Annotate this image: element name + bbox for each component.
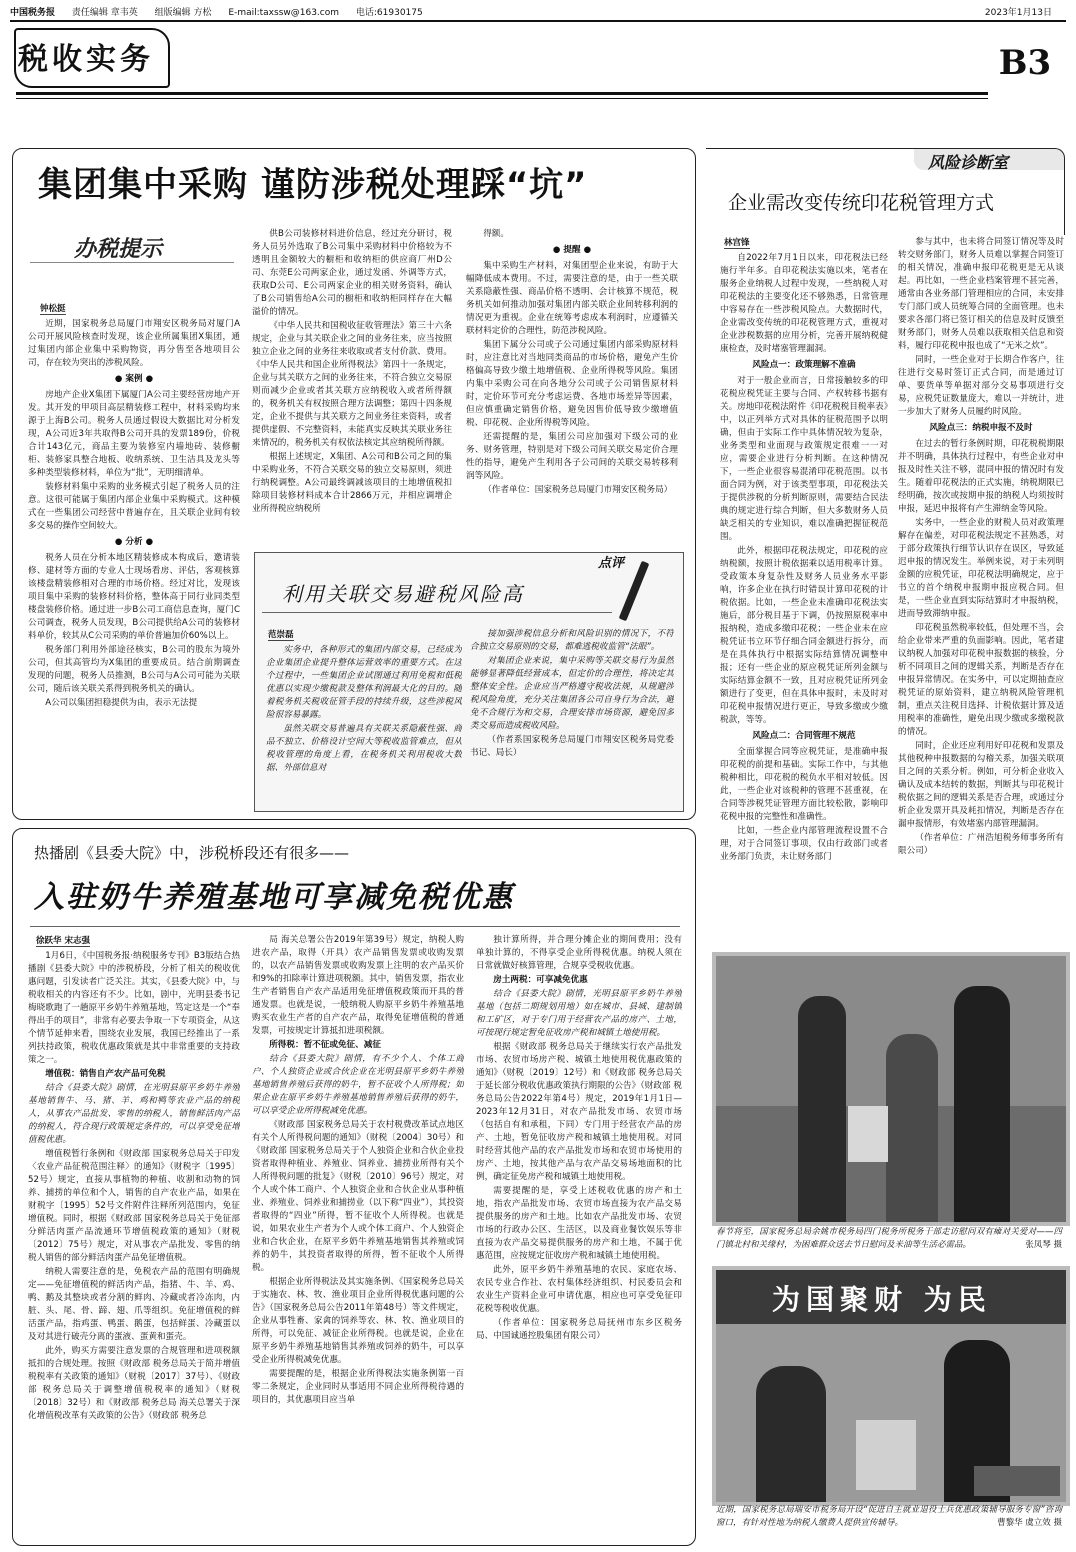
subhead-risk3: 风险点三：纳税申报不及时 xyxy=(929,423,1033,433)
article1-col1 xyxy=(28,318,240,810)
subhead-reminder: ● 提醒 ● xyxy=(552,245,592,255)
paragraph: 得额。 xyxy=(483,229,509,239)
paragraph: 集团下属分公司或子公司通过集团内部采购原材料时，应注意比对当地同类商品的市场价格，避免产生价格偏高导致少缴土地增值税、企业所得税等风险。集团内集中采购公司在向各地分公司或子公司销售原材料时，定价环节可充分考虑运费、各地市场差异等因素，但应慎重确定销售价格，避免因售价低导致少缴增值税、印花税、企业所得税等风险。 xyxy=(466,340,678,428)
article1-headline: 集团集中采购 谨防涉税处理踩“坑” xyxy=(38,165,588,205)
article2-col3 xyxy=(476,934,682,1538)
risk-col1 xyxy=(720,252,888,928)
paragraph: 《中华人民共和国税收征收管理法》第三十六条规定，企业与其关联企业之间的业务往来，应当按照独立企业之间的业务往来收取或者支付价款、费用。《中华人民共和国企业所得税法》第四十一条规定，企业与其关联方之间的业务往来，不符合独立交易原则而减少企业或者其关联方应纳税收入或者所得额的，税务机关有权按照合理方法调整；第四十四条规定，企业不提供与其关联方之间业务往来资料，或者提供虚假、不完整资料，未能真实反映其关联业务往来情况的，税务机关有权依法核定其应纳税所得额。 xyxy=(252,321,452,448)
article1-col2 xyxy=(252,228,452,538)
issue-date: 2023年1月13日 xyxy=(984,8,1052,18)
photo-window-sign xyxy=(974,1466,1060,1496)
photo-officer-left xyxy=(798,996,846,1222)
paragraph: 此外，根据印花税法规定，印花税的应纳税额，按照计税依据乘以适用税率计算。受政策本身复杂性及财务人员业务水平影响，许多企业在执行时错误计算印花税的计税依据。比如，一些企业未准确印花税法实施后，部分税目基于下调，仍按照原税率申报纳税，造成多缴印花税；一些企业未在应税凭证书立环节仔细合同金额进行拆分，而是在具体执行中根据实际结算情况调整申报；还有一些企业的原应税凭证所列金额与实际结算金额不一致，且对应税凭证所列金额进行了变更，但在具体申报时，未及时对印花税申报情况进行更正，导致多缴或少缴税款，等等。 xyxy=(720,546,888,725)
paragraph: 税务人员在分析本地区精装修成本构成后，邀请装修、建材等方面的专业人士现场看房、评估，客观核算该楼盘精装修相对合理的市场价格。经过对比，发现该项目集中采购的装修材料价格，整体高于同行业同类型楼盘装修价格。通过进一步B公司工商信息查询，厦门C公司调查，税务人员发现，B公司提供给A公司的装修材料单价，较其从C公司采购的单价普遍加价60%以上。 xyxy=(28,553,240,641)
author-unit: （作者单位：广州浩旭税务师事务所有限公司） xyxy=(898,833,1064,856)
article2-col1 xyxy=(28,950,240,1538)
photo2-caption-text: 近期，国家税务总局瑞安市税务局开设“促进自主就业退役士兵优惠政策辅导服务专窗”咨询窗口，有针对性地为纳税人缴费人提供宣传辅导。 xyxy=(716,1505,1062,1528)
comment-col2 xyxy=(470,628,674,804)
paragraph: 对集团企业来说，集中采购等关联交易行为虽然能够显著降低经营成本，但定价的合理性，将决定其整体安全性。企业应当严格遵守税收法规，从规避涉税风险角度，充分关注集团各公司自身行为合法，避免不合规行为和交易，合理安排市场资源，避免因多类交易而造成税收风险。 xyxy=(470,656,674,731)
subhead-vat: 增值税：销售自产农产品可免税 xyxy=(45,1069,166,1079)
article1-tag-rule xyxy=(30,262,234,263)
risk-author: 林宫锋 xyxy=(724,238,750,248)
paragraph: 纳税人需要注意的是，免税农产品的范围有明确规定——免征增值税的鲜活肉产品，指猪、牛、羊、鸡、鸭、鹅及其整块或者分割的鲜肉、冷藏或者冷冻肉，内脏、头、尾、骨、蹄、翅、爪等组织。免征增值税的鲜活蛋产品，指鸡蛋、鸭蛋、鹅蛋，包括鲜蛋、冷藏蛋以及对其进行破壳分离的蛋液、蛋黄和蛋壳。 xyxy=(28,1267,240,1342)
masthead-bar xyxy=(10,6,1066,22)
section-rule-thin xyxy=(16,98,988,99)
article2-kicker: 热播剧《县委大院》中，涉税桥段还有很多—— xyxy=(34,844,350,862)
email-address: E-mail:taxssw@163.com xyxy=(228,8,340,18)
author-unit: （作者单位：国家税务总局厦门市翔安区税务局） xyxy=(483,485,673,495)
drama-quote: 结合《县委大院》剧情，在光明县原平乡奶牛养殖基地销售牛、马、猪、羊、鸡和鸭等农业产品的纳税人，从事农产品批发、零售的纳税人，销售鲜活肉产品的纳税人，符合现行政策规定条件的，可以享受免征增值税优惠。 xyxy=(28,1083,240,1145)
section-rule xyxy=(16,92,988,95)
comment-headline: 利用关联交易避税风险高 xyxy=(282,582,524,606)
article2-author: 徐跃华 宋志强 xyxy=(36,936,90,946)
phone-number: 电话:61930175 xyxy=(355,8,423,18)
paragraph: 集中采购生产材料，对集团型企业来说，有助于大幅降低成本费用。不过，需要注意的是，由于一些关联关系隐蔽性强、商品价格不透明、会计核算不规范，税务机关如何推动加强对集团内部关联企业间转移利润的情况更为重视。企业在统筹考虑成本利润时，应遵循关联材料定价的合理性，防范涉税风险。 xyxy=(466,261,678,336)
photo1-caption-text: 春节将至，国家税务总局余姚市税务局四门税务所税务干部走访慰问双有瘫对关爱对——四门镇北村和关缘村，为困难群众送去节日慰问及米油等生活必需品。 xyxy=(716,1227,1062,1250)
comment-label: 点评 xyxy=(598,556,625,571)
paragraph: 独计算所得，并合理分摊企业的期间费用；没有单独计算的，不得享受企业所得税优惠。纳税人须在日常就做好核算管理，合规享受税收优惠。 xyxy=(476,935,682,971)
photo1-caption xyxy=(716,1226,1062,1252)
paragraph: 根据上述规定，X集团、A公司和B公司之间的集中采购业务，不符合关联交易的独立交易原则，须进行纳税调整。A公司最终调减该项目的土地增值税扣除项目装修材料成本合计2866万元，并相应调增企业所得税应纳税所 xyxy=(252,452,452,514)
author-unit: （作者系国家税务总局厦门市翔安区税务局党委书记、局长） xyxy=(470,735,674,758)
paragraph: 对于一般企业而言，日常接触较多的印花税应税凭证主要与合同、产权转移书据有关。房地印花税法附件《印花税税目税率表》中，以正列举方式对具体的征税范围予以明确，但由于实际工作中具体情况较为复杂，业务类型和业面现与政策规定很难一一对应，需要企业进行分析判断。在这种情况下，一些企业很容易混淆印花税范围。以书面合同为例，对于该类型事项，印花税法关于提供涉税的分析判断原则，需要结合民法典的规定进行综合判断，但大多数财务人员缺乏相关的专业知识，难以准确把握征税范围。 xyxy=(720,376,888,542)
paragraph: 实务中，一些企业的财税人员对政策理解存在偏差，对印花税法规定不甚熟悉，对于部分政策执行细节认识存在误区，导致延迟申报的情况发生。举例来说，对于未列明金额的应税凭证，印花税法明确规定，应于书立的首个纳税申报期申报应税合同。但是，一些企业直到实际结算时才申报纳税，进而导致滞纳申报。 xyxy=(898,518,1064,619)
paragraph: 1月6日，《中国税务报·纳税服务专刊》B3版结合热播剧《县委大院》中的涉税桥段，分析了相关的税收优惠问题，引发读者广泛关注。其实，《县委大院》中，与税收相关的内容还有不少。比如，剧中，光明县委书记梅晓歌跑了一趟原平乡奶牛养殖基地，笃定这是一个“奉得出手的项目”，非常有必要去争取一下专项资金，从这个情节延伸来看，围绕农业发展，我国已经推出了一系列扶持政策，税收优惠政策就是其中非常重要的支持政策之一。 xyxy=(28,951,240,1065)
article1-author: 钟松挺 xyxy=(40,304,66,314)
paragraph: 税务部门利用外部途径核实，B公司的股东为境外公司，但其高管均为X集团的重要成员。结合前期调查发现的问题，税务人员推测，B公司与A公司可能为关联公司，随后该关联关系得到税务机关的确认。 xyxy=(28,645,240,694)
article1-col3 xyxy=(466,228,678,544)
risk-headline: 企业需改变传统印花税管理方式 xyxy=(728,192,995,214)
paragraph: 参与其中，也未将合同签订情况等及时转交财务部门，财务人员难以掌握合同签订的相关情况，准确申报印花税更是无从谈起。再比如，一些企业档案管理不甚完善，通常由各业务部门管理相应的合同，未安排专门部门或人员统筹合同的全面管理。也未要求各部门将已签订相关的信息及时反馈至财务部门，财务人员难以获取相关信息和资料，履行印花税申报也成了“无米之炊”。 xyxy=(898,237,1064,351)
paragraph: 根据企业所得税法及其实施条例、《国家税务总局关于实施农、林、牧、渔业项目企业所得税优惠问题的公告》（国家税务总局公告2011年第48号）等文件规定，企业从事牲畜、家禽的饲养等农、林、牧、渔业项目的所得，可以免征、减征企业所得税。也就是说，企业在原平乡奶牛养殖基地销售其养殖或饲养的奶牛，可以享受企业所得税减免优惠。 xyxy=(252,1277,464,1365)
paragraph: 此外，购买方需要注意发票的合规管理和进项税额抵扣的合规处理。按照《财政部 税务总局关于简并增值税税率有关政策的通知》（财税〔2017〕37号）、《财政部 税务总局关于调整增值税税率的通知》（财税〔2018〕32号）和《财政部 税务总局 海关总署关于深化增值税改革有关政策的公告》（财政部 税务总 xyxy=(28,1346,240,1421)
paragraph: 需要提醒的是，享受上述税收优惠的房产和土地，指农产品批发市场、农贸市场直接为农产品交易提供服务的房产和土地。比如农产品批发市场、农贸市场的行政办公区、生活区，以及商业餐饮娱乐等非直接为农产品交易提供服务的房产和土地，不属于优惠范围，应按规定征收房产税和城镇土地使用税。 xyxy=(476,1186,682,1261)
photo2-caption xyxy=(716,1504,1062,1530)
designer-credit: 组版编辑 方松 xyxy=(154,8,212,18)
paragraph: 近期，国家税务总局厦门市翔安区税务局对厦门A公司开展风险核查时发现，该企业所属集团X集团，通过集团内部企业集中采购物资，再分售至各地项目公司，存在较为突出的涉税风险。 xyxy=(28,319,240,368)
photo-officer-right xyxy=(954,986,1010,1222)
photo2-credit: 曹黎华 虞立效 摄 xyxy=(997,1518,1062,1528)
paragraph: 同时，一些企业对于长期合作客户，往往进行交易时签订正式合同，而是通过订单、要货单等单据对部分交易事项进行交易，应税凭证数量庞大，难以一并统计，进一步加大了财务人员履约时风险。 xyxy=(898,355,1064,417)
photo1-credit: 张凤琴 摄 xyxy=(1025,1240,1062,1250)
paper-name: 中国税务报 xyxy=(10,8,56,18)
paragraph: 此外，原平乡奶牛养殖基地的农民、家庭农场、农民专业合作社、农村集体经济组织、村民委员会和农业生产资料企业可申请优惠，相应也可享受免征印花税等税收优惠。 xyxy=(476,1265,682,1314)
paragraph: 局 海关总署公告2019年第39号）规定，纳税人购进农产品，取得（开具）农产品销售发票或收购发票的，以农产品销售发票或收购发票上注明的农产品买价和9%的扣除率计算进项税额。其中，销售发票，指农业生产者销售自产农产品适用免征增值税政策而开具的普通发票。也就是说，一般纳税人购原平乡奶牛养殖基地购买农业生产者的自产农产品，取得免征增值税的普通发票，可按规定计算抵扣进项税额。 xyxy=(252,935,464,1036)
paragraph: 同时，企业还应利用好印花税和发票及其他税种申报数据的勾稽关系，加强关联项目之间的关系分析。例如，可分析企业收入确认及成本结转的数据，判断其与印花税计税依据之间的逻辑关系是否合理，或通过分析企业发票开具及耗扣情况，判断是否存在漏申报情形，有效堵塞内部管理漏洞。 xyxy=(898,741,1064,829)
drama-quote: 结合《县委大院》剧情，有不少个人、个体工商户、个人独资企业或合伙企业在光明县原平乡奶牛养殖基地销售养殖后获得的奶牛，暂不征收个人所得税；如果企业在原平乡奶牛养殖基地销售养殖后获得的奶牛，可以享受企业所得税减免优惠。 xyxy=(252,1054,464,1116)
paragraph: 接加强涉税信息分析和风险识别的情况下，不符合独立交易原则的交易，都难逃税收监管“法眼”。 xyxy=(470,629,674,652)
paragraph: 比如，一些企业内部管理流程设置不合理，对于合同签订事项，仅由行政部门或者业务部门负责，未让财务部门 xyxy=(720,826,888,862)
photo-counter-sign xyxy=(856,1420,916,1490)
page-code: B3 xyxy=(998,43,1052,83)
paragraph: 根据《财政部 税务总局关于继续实行农产品批发市场、农贸市场房产税、城镇土地使用税优惠政策的通知》（财税〔2019〕12号）和《财政部 税务总局关于延长部分税收优惠政策执行期限的公告》（财政部 税务总局公告2022年第4号）规定，2019年1月1日—2023年12月31日，对农产品批发市场、农贸市场（包括自有和承租，下同）专门用于经营农产品的房产、土地，暂免征收房产税和城镇土地使用税。对同时经营其他产品的农产品批发市场和农贸市场使用的房产、土地，按其他产品与农产品交易场地面积的比例，确定征免房产税和城镇土地使用税。 xyxy=(476,1042,682,1182)
subhead-property: 房土两税：可享减免优惠 xyxy=(493,975,588,985)
paragraph: 需要提醒的是，根据企业所得税法实施条例第一百零二条规定，企业同时从事适用不同企业所得税待遇的项目的，其优惠项目应当单 xyxy=(252,1369,464,1405)
section-title: 税收实务 xyxy=(18,42,154,77)
subhead-income: 所得税：暂不征或免征、减征 xyxy=(269,1040,381,1050)
paragraph: 在过去的暂行条例时期，印花税税期限并不明确，具体执行过程中，有些企业对申报及时性关注不够，混同申报的情况时有发生。随着印花税法的正式实施，纳税期限已经明确，按次或按期申报的纳税人均须按时申报，延迟申报将有产生滞纳金等风险。 xyxy=(898,439,1064,514)
article2-col2 xyxy=(252,934,464,1538)
comment-rule xyxy=(262,612,612,613)
photo-service-window xyxy=(712,1266,1070,1506)
paragraph: 全面掌握合同等应税凭证，是准确申报印花税的前提和基础。实际工作中，与其他税种相比，印花税的税负水平相对较低。因此，一些企业对该税种的管理不甚重视，在合同等涉税凭证管理方面比较松散，影响印花税申报的完整性和准确性。 xyxy=(720,747,888,822)
photo-gift-bag xyxy=(848,1106,888,1162)
paragraph: 实务中，各种形式的集团内部交易，已经成为企业集团企业提升整体运营效率的重要方式。在这个过程中，一些集团企业试图通过利用免税和低税优惠以实现少缴税款及整体利润最大化的目的。随着税务机关税收征管手段的持续升级，这些涉税风险很容易暴露。 xyxy=(266,645,462,720)
paragraph: 印花税虽然税率较低，但处理不当，会给企业带来严重的负面影响。因此，笔者建议纳税人加强对印花税申报数据的核验，分析不同项目之间的逻辑关系，判断是否存在申报异常情况。在实务中，可以定期抽查应税凭证的原始资料，建立纳税风险管理机制，重点关注税目选择、计税依据计算及适用税率的准确性，避免出现少缴或多缴税款的情况。 xyxy=(898,623,1064,737)
article1-tag: 办税提示 xyxy=(74,236,163,262)
photo-citizen xyxy=(756,1366,826,1502)
photo-visit xyxy=(712,952,1070,1226)
comment-author: 范崇磊 xyxy=(268,630,294,640)
article2-headline: 入驻奶牛养殖基地可享减免税优惠 xyxy=(34,880,514,915)
subhead-analysis: ● 分析 ● xyxy=(114,537,154,547)
subhead-risk1: 风险点一：政策理解不准确 xyxy=(752,360,856,370)
paragraph: 房地产企业X集团下属厦门A公司主要经营房地产开发。其开发的甲项目高层精装修工程中，材料采购均来源于上海B公司。税务人员通过假设大数据比对分析发现，A公司近3年共取得B公司开具的发票189份，价税合计143亿元，商品主要为装修室内墙地砖、装修橱柜、装修家具整合地板、收纳系统、卫生洁具及龙头等多种类型装修材料，单位为“批”，无明细清单。 xyxy=(28,390,240,478)
paragraph: 自2022年7月1日以来，印花税法已经施行半年多。自印花税法实施以来，笔者在服务企业纳税人过程中发现，一些纳税人对印花税法的主要变化还不够熟悉，日常管理中容易存在一些涉税风险点。大数据时代，企业需改变传统的印花税管理方式，重视对企业涉税数据的应用分析，完善开展纳税健康检查，及时堵塞管理漏洞。 xyxy=(720,253,888,354)
author-unit: （作者单位：国家税务总局抚州市东乡区税务局、中国诚通控股集团有限公司） xyxy=(476,1318,682,1341)
paragraph: 增值税暂行条例和《财政部 国家税务总局关于印发〈农业产品征税范围注释〉的通知》（财税字〔1995〕52号）规定，直接从事植物的种植、收割和动物的饲养、捕捞的单位和个人，销售的自产农业产品，如果在财税字〔1995〕52号文件附件注释所列范围内，免征增值税。同时，根据《财政部 国家税务总局关于免征部分鲜活肉蛋产品流通环节增值税政策的通知》（财税〔2012〕75号）规定，对从事农产品批发、零售的纳税人销售的部分鲜活肉蛋产品免征增值税。 xyxy=(28,1149,240,1263)
subhead-case: ● 案例 ● xyxy=(114,374,154,384)
subhead-risk2: 风险点二：合同管理不规范 xyxy=(752,731,856,741)
paragraph: A公司以集团担稳提供为由，表示无法提 xyxy=(45,698,198,708)
photo-elder xyxy=(886,1034,938,1222)
editor-credit: 责任编辑 章韦英 xyxy=(71,8,138,18)
paragraph: 装修材料集中采购的业务模式引起了税务人员的注意。这很可能属于集团内部企业集中采购模式。这种模式在一些集团公司经营中普遍存在，且关联企业间有较多交易的操作空间较大。 xyxy=(28,482,240,531)
paragraph: 虽然关联交易普遍具有关联关系隐蔽性强、商品不独立、价格设计空间大等税收监管难点，但从税收管理的角度上看，在税务机关利用税收大数据、外部信息对 xyxy=(266,724,462,773)
risk-label-badge xyxy=(914,148,1064,170)
drama-quote: 结合《县委大院》剧情，光明县原平乡奶牛养殖基地（包括二期规划用地）如在城市、县城、建制镇和工矿区，对于专门用于经营农产品的房产、土地，可按现行规定暂免征收房产税和城镇土地使用税。 xyxy=(476,989,682,1038)
photo-banner-text: 为国聚财 为民 xyxy=(772,1283,992,1316)
risk-label: 风险诊断室 xyxy=(928,153,1009,172)
paragraph: 供B公司装修材料进价信息，经过充分研讨，税务人员另外选取了B公司集中采购材料中价格较为不透明且金额较大的橱柜和收纳柜的供应商厂州D公司、东莞E公司两家企业，通过发函、外调等方式，获取D公司、E公司两家企业的相关财务资料，确认了B公司销售给A公司的橱柜和收纳柜同样存在大幅溢价的情况。 xyxy=(252,229,452,317)
article2-rule xyxy=(30,926,680,927)
paragraph: 《财政部 国家税务总局关于农村税费改革试点地区有关个人所得税问题的通知》（财税〔2004〕30号）和《财政部 国家税务总局关于个人独资企业和合伙企业投资者取得种植业、养殖业、饲养业、捕捞业所得有关个人所得税问题的批复》（财税〔2010〕96号）规定，对个人或个体工商户、个人独资企业和合伙企业从事种植业、养殖业、饲养业和捕捞业（以下称“四业”），其投资者取得的“四业”所得，暂不征收个人所得税。也就是说，如果农业生产者为个人或个体工商户、个人独资企业和合伙企业，在原平乡奶牛养殖基地销售其养殖或饲养的奶牛，其投资者取得的所得，暂不征收个人所得税。 xyxy=(252,1120,464,1273)
paragraph: 还需提醒的是，集团公司应加强对下级公司的业务、财务管理，特别是对下级公司间关联交易定价合理性的指导，避免产生利用各子公司间的关联交易转移利润等风险。 xyxy=(466,432,678,481)
comment-col1 xyxy=(266,644,462,804)
risk-col2 xyxy=(898,236,1064,928)
